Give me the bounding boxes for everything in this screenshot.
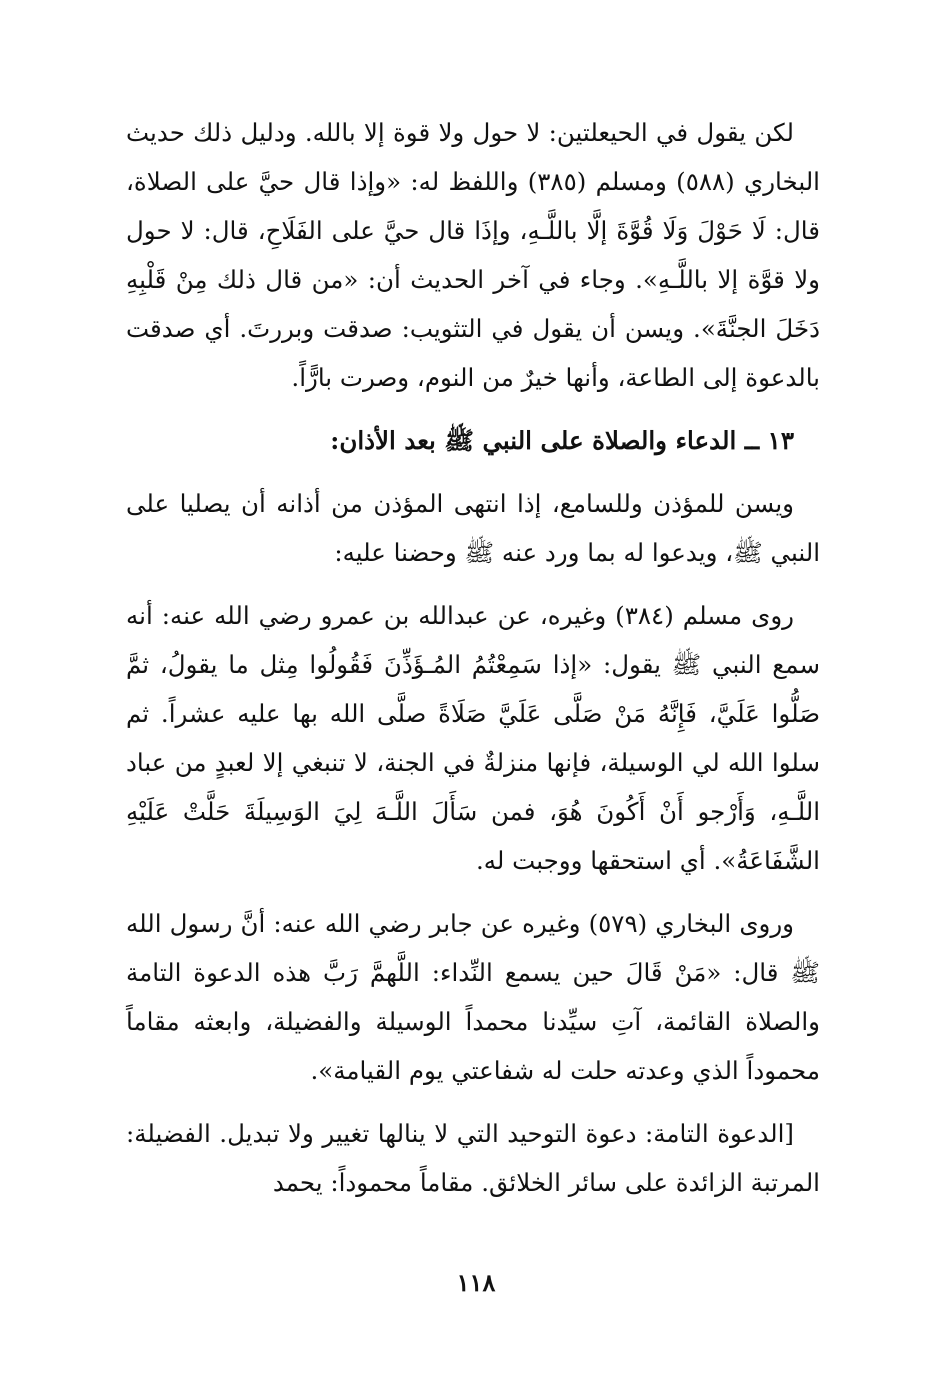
- paragraph-sunnah-salat: ويسن للمؤذن وللسامع، إذا انتهى المؤذن من أذانه أن يصليا على النبي ﷺ، ويدعوا له بما ورد عنه ﷺ وحضنا عليه:: [126, 489, 820, 567]
- section-heading: ١٣ ــ الدعاء والصلاة على النبي ﷺ بعد الأذان:: [330, 426, 794, 455]
- paragraph-muslim-hadith: روى مسلم (٣٨٤) وغيره، عن عبدالله بن عمرو رضي الله عنه: أنه سمع النبي ﷺ يقول: «إذا سَمِعْتُمُ المُـؤَذِّنَ فَقُولُوا مِثل ما يقولُ، ثمَّ صَلُّوا عَلَيَّ، فَإِنَّهُ مَنْ صَلَّى عَلَيَّ صَلَاةً صلَّى الله بها عليه عشراً. ثم سلوا الله لي الوسيلة، فإنها منزلةٌ في الجنة، لا تنبغي إلا لعبدٍ من عباد اللَّـهِ، وَأَرْجو أَنْ أَكُونَ هُوَ، فمن سَأَلَ اللَّـهَ لِيَ الوَسِيلَةَ حَلَّتْ عَلَيْهِ الشَّفَاعَةُ». أي استحقها ووجبت له.: [126, 601, 820, 875]
- paragraph-bukhari-hadith: وروى البخاري (٥٧٩) وغيره عن جابر رضي الله عنه: أنَّ رسول الله ﷺ قال: «مَنْ قَالَ حين يسمع النِّداء: اللَّهمَّ رَبَّ هذه الدعوة التامة والصلاة القائمة، آتِ سيِّدنا محمداً الوسيلة والفضيلة، وابعثه مقاماً محموداً الذي وعدته حلت له شفاعتي يوم القيامة».: [126, 909, 820, 1085]
- paragraph-hayaalatain: لكن يقول في الحيعلتين: لا حول ولا قوة إلا بالله. ودليل ذلك حديث البخاري (٥٨٨) ومسلم (٣٨٥) واللفظ له: «وإذا قال حيَّ على الصلاة، قال: لَا حَوْلَ وَلَا قُوَّةَ إلَّا باللَّـهِ، وإذَا قال حيَّ على الفَلَاحِ، قال: لا حول ولا قوَّة إلا باللَّـهِ». وجاء في آخر الحديث أن: «من قال ذلك مِنْ قَلْبِهِ دَخَلَ الجنَّةَ». ويسن أن يقول في التثويب: صدقت وبررتَ. أي صدقت بالدعوة إلى الطاعة، وأنها خيرٌ من النوم، وصرت بارًّاً.: [126, 118, 820, 392]
- paragraph-glossary: [الدعوة التامة: دعوة التوحيد التي لا ينالها تغيير ولا تبديل. الفضيلة: المرتبة الزائدة على سائر الخلائق. مقاماً محموداً: يحمد: [126, 1119, 820, 1197]
- page-number: ١١٨: [456, 1268, 496, 1297]
- page-body: [126, 108, 820, 1221]
